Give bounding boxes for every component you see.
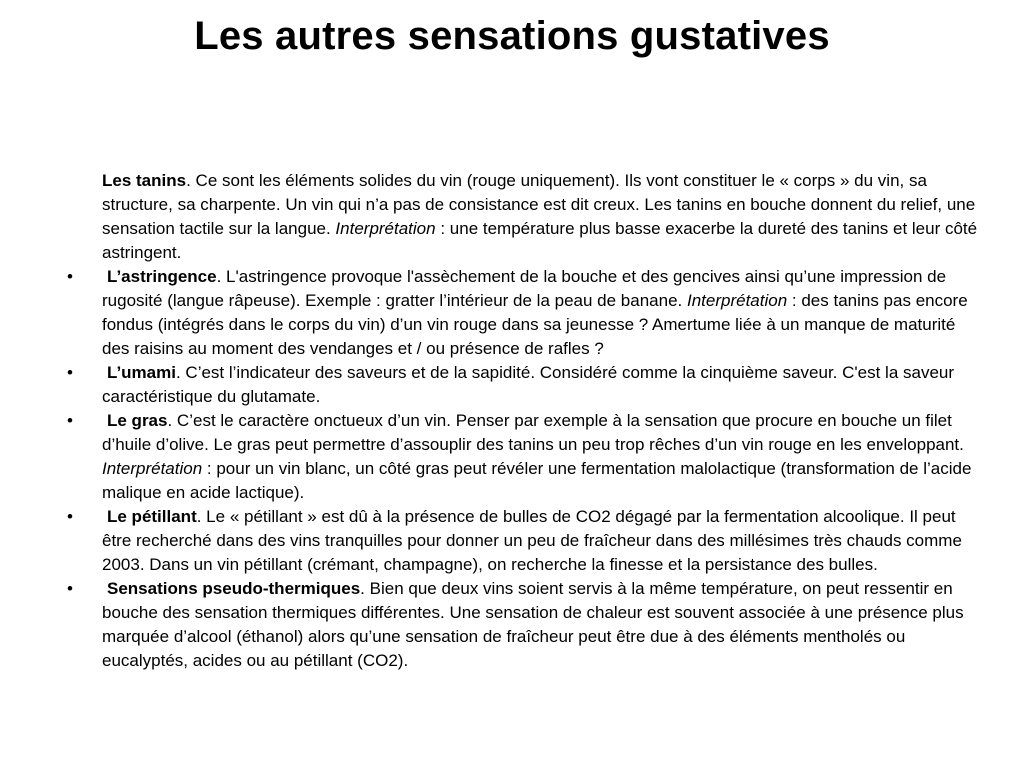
item-text: . Bien que deux vins soient servis à la même température, on peut ressentir en bouche des sensation thermiques différentes. Une sensation de chaleur est souvent associée à une présence plus marquée d’alcool (éthanol) alors qu’une sensation de fraîcheur peut être due à des éléments mentholés ou eucalyptés, acides ou au pétillant (CO2). [102, 579, 964, 670]
item-heading: Le gras [107, 411, 168, 430]
bullet-marker: • [67, 507, 73, 526]
item-text: . L'astringence provoque l'assèchement de la bouche et des gencives ainsi qu’une impression de rugosité (langue râpeuse). Exemple : gratter l’intérieur de la peau de banane. [102, 267, 947, 310]
item-text-continued: : une température plus basse exacerbe la dureté des tanins et leur côté astringent. [102, 219, 978, 262]
item-text: . Le « pétillant » est dû à la présence de bulles de CO2 dégagé par la fermentation alcoolique. Il peut être recherché dans des vins tranquilles pour donner un peu de fraîcheur dans des millésimes très chauds comme 2003. Dans un vin pétillant (crémant, champagne), on recherche la finesse et la persistance des bulles. [102, 507, 962, 574]
item-text-continued: : des tanins pas encore fondus (intégrés dans le corps du vin) d’un vin rouge dans sa jeunesse ? Amertume liée à un manque de maturité des raisins au moment des vendanges et / ou présence de rafles ? [102, 291, 968, 358]
item-interpretation-label: Interprétation [686, 291, 788, 310]
item-text: . C’est le caractère onctueux d’un vin. Penser par exemple à la sensation que procure en bouche un filet d’huile d’olive. Le gras peut permettre d’assouplir des tanins un peu trop rêches d’un vin rouge en les enveloppant. [102, 411, 964, 454]
item-interpretation-label: Interprétation [335, 219, 436, 238]
item-heading: Le pétillant [107, 507, 197, 526]
list-item [60, 265, 980, 361]
list-item [60, 409, 980, 505]
item-heading: L’umami [107, 363, 176, 382]
item-interpretation-label: Interprétation [102, 459, 203, 478]
list-item [60, 361, 980, 409]
item-heading: Sensations pseudo-thermiques [107, 579, 361, 598]
bullet-list [60, 169, 980, 673]
list-item [60, 577, 980, 673]
item-heading: Les tanins [102, 171, 187, 190]
bullet-marker: • [67, 411, 73, 430]
bullet-marker: • [67, 363, 73, 382]
item-text: . C’est l’indicateur des saveurs et de la sapidité. Considéré comme la cinquième saveur. C'est la saveur caractéristique du glutamate. [102, 363, 955, 406]
item-heading: L’astringence [107, 267, 217, 286]
list-item [60, 169, 980, 265]
slide-title: Les autres sensations gustatives [194, 14, 830, 58]
list-item [60, 505, 980, 577]
item-text-continued: : pour un vin blanc, un côté gras peut révéler une fermentation malolactique (transformation de l’acide malique en acide lactique). [102, 459, 972, 502]
bullet-marker: • [67, 267, 73, 286]
bullet-marker: • [67, 579, 73, 598]
item-text: . Ce sont les éléments solides du vin (rouge uniquement). Ils vont constituer le « corps » du vin, sa structure, sa charpente. Un vin qui n’a pas de consistance est dit creux. Les tanins en bouche donnent du relief, une sensation tactile sur la langue. [102, 171, 976, 238]
